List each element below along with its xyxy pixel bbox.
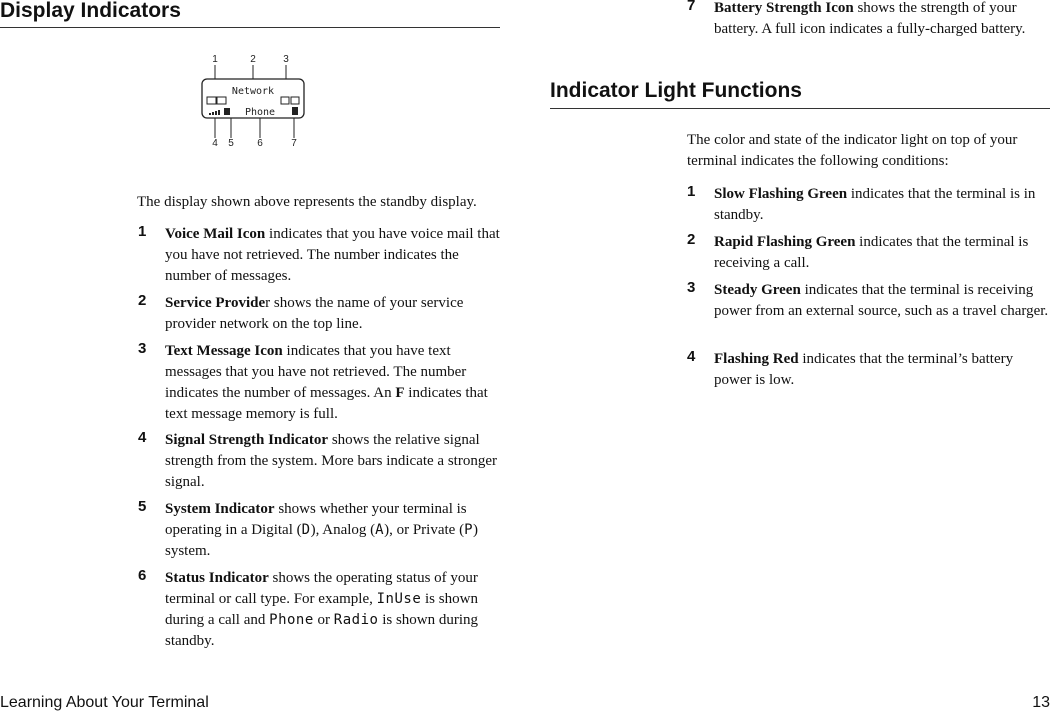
item-text-2: indicates that text message memory is full. (165, 385, 488, 422)
footer-page-number: 13 (1032, 694, 1050, 711)
item-text: shows the operating status of your terminal or call type. For example, (165, 570, 478, 607)
callout-7: 7 (291, 138, 297, 149)
inuse-status-glyph: InUse (376, 591, 422, 607)
callout-5: 5 (228, 138, 234, 149)
item-text: indicates that the terminal is receiving a call. (714, 234, 1029, 271)
callout-2: 2 (250, 54, 256, 65)
list-item-service-provider (138, 292, 500, 335)
item-text: ), or Private ( (384, 522, 465, 538)
callout-3: 3 (283, 54, 289, 65)
item-number: 3 (687, 279, 696, 296)
list-item-signal-strength (138, 429, 500, 493)
list-item-battery-strength (687, 0, 1050, 40)
item-number: 2 (138, 292, 147, 309)
item-number: 4 (687, 348, 696, 365)
item-term: Signal Strength Indicator (165, 432, 329, 448)
item-number: 7 (687, 0, 696, 14)
item-number: 3 (138, 340, 147, 357)
digital-mode-glyph: D (301, 522, 311, 538)
item-number: 1 (687, 183, 696, 200)
item-text: indicates that the terminal’s battery power is low. (714, 351, 1014, 388)
radio-status-glyph: Radio (333, 612, 379, 628)
item-text: indicates that you have voice mail that you have not retrieved. The number indicates the number of messages. (165, 226, 500, 284)
display-phone-text: Phone (244, 107, 276, 118)
callout-6: 6 (257, 138, 263, 149)
item-text: is shown during standby. (165, 612, 479, 649)
analog-mode-glyph: A (375, 522, 385, 538)
list-item-steady-green (687, 279, 1050, 322)
indicator-light-functions-heading: Indicator Light Functions (550, 79, 802, 102)
item-term: Status Indicator (165, 570, 269, 586)
phone-status-glyph: Phone (269, 612, 314, 628)
item-number: 5 (138, 498, 147, 515)
list-item-system-indicator (138, 498, 500, 562)
battery-icon (292, 107, 298, 115)
left-heading-rule (0, 27, 500, 28)
standby-display-illustration (198, 50, 318, 150)
item-term: Service Provide (165, 295, 266, 311)
item-text: shows the strength of your battery. A full icon indicates a fully-charged battery. (714, 0, 1026, 37)
item-text: ) system. (165, 522, 479, 559)
item-text: indicates that you have text messages that you have not retrieved. The number indicates the number of messages. An (165, 343, 467, 401)
display-indicators-heading: Display Indicators (0, 0, 181, 22)
item-number: 1 (138, 223, 147, 240)
item-text: shows whether your terminal is operating in a Digital ( (165, 501, 467, 538)
item-term: Steady Green (714, 282, 801, 298)
indicator-light-intro: The color and state of the indicator light on top of your terminal indicates the following conditions: (687, 132, 1018, 169)
callout-1: 1 (212, 54, 218, 65)
item-term: Slow Flashing Green (714, 186, 848, 202)
right-heading-rule (550, 108, 1050, 109)
item-text: shows the relative signal strength from the system. More bars indicate a stronger signal. (165, 432, 497, 490)
item-text: ), Analog ( (310, 522, 376, 538)
item-text: indicates that the terminal is receiving power from an external source, such as a travel charger. (714, 282, 1049, 319)
item-term: Battery Strength Icon (714, 0, 854, 16)
item-number: 2 (687, 231, 696, 248)
item-number: 4 (138, 429, 147, 446)
display-network-text: Network (231, 86, 275, 97)
list-item-rapid-flashing-green (687, 231, 1050, 274)
item-term: Rapid Flashing Green (714, 234, 856, 250)
standby-display-intro: The display shown above represents the standby display. (137, 194, 477, 210)
item-term: System Indicator (165, 501, 275, 517)
footer-chapter-title: Learning About Your Terminal (0, 694, 209, 711)
list-item-slow-flashing-green (687, 183, 1044, 226)
item-text: r shows the name of your service provider network on the top line. (165, 295, 464, 332)
item-term: Text Message Icon (165, 343, 283, 359)
item-term: Flashing Red (714, 351, 799, 367)
item-text: is shown during a call and (165, 591, 478, 628)
private-mode-glyph: P (464, 522, 474, 538)
item-term: Voice Mail Icon (165, 226, 266, 242)
list-item-status-indicator (138, 567, 502, 652)
callout-4: 4 (212, 138, 218, 149)
list-item-text-message (138, 340, 502, 425)
item-text: indicates that the terminal is in standby. (714, 186, 1036, 223)
list-item-flashing-red (687, 348, 1044, 391)
item-bold-f: F (395, 385, 405, 401)
system-indicator-icon (224, 108, 230, 115)
item-number: 6 (138, 567, 147, 584)
list-item-voice-mail (138, 223, 500, 287)
item-text: or (313, 612, 334, 628)
